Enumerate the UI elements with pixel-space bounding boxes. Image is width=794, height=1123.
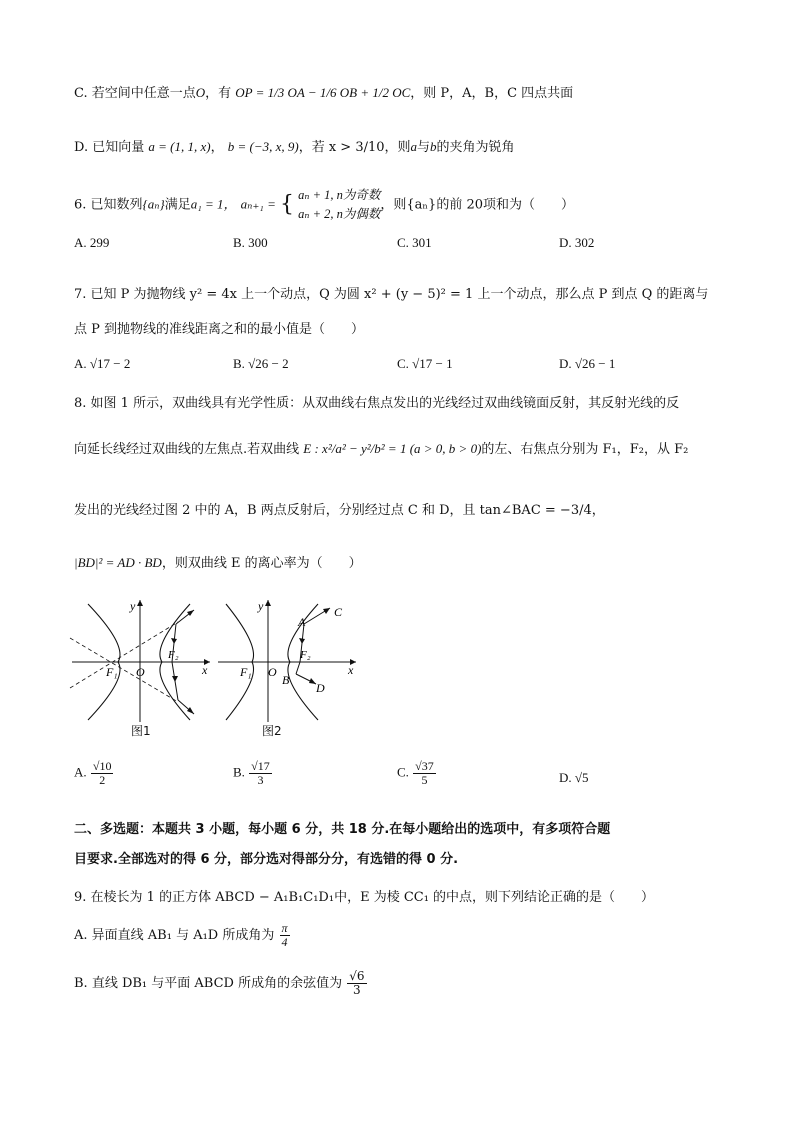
figure-1-caption: 图1 [131, 724, 151, 738]
section-2-heading-line2: 目要求.全部选对的得 6 分，部分选对得部分分，有选错的得 0 分. [74, 852, 459, 867]
q7-option-a[interactable]: A. √17 − 2 [74, 356, 131, 371]
q8-vector-condition: |BD|² = AD · BD [74, 555, 162, 570]
q8-stem-line4 [74, 552, 362, 571]
q5-option-d-vector-b: b = (−3, x, 9) [227, 139, 299, 154]
q9-option-a-text: A. 异面直线 AB₁ 与 A₁D 所成角为 [74, 928, 275, 943]
q6-option-a[interactable]: A. 299 [74, 235, 110, 250]
q9-stem: 9. 在棱长为 1 的正方体 ABCD − A₁B₁C₁D₁中，E 为棱 CC₁ 的中点，则下列结论正确的是（ ） [74, 890, 655, 905]
q5-option-c: C. 若空间中任意一点O，有 OP = 1/3 OA − 1/6 OB + 1/2 OC，则 P，A，B，C 四点共面 [74, 85, 574, 101]
q5-option-c-prefix: C. 若空间中任意一点 [74, 86, 196, 101]
figure-2-origin-label: O [268, 665, 277, 679]
q5-option-c-mid: ，有 [205, 86, 232, 101]
q8-option-a[interactable] [74, 760, 114, 787]
figure-2-d-label: D [316, 681, 325, 695]
figure-2-y-label: y [258, 599, 264, 613]
q8-stem-line1: 8. 如图 1 所示，双曲线具有光学性质：从双曲线右焦点发出的光线经过双曲线镜面反射，其反射光线的反 [74, 396, 680, 411]
q9-option-b-fraction: $\frac{√6}{3}$ [349, 969, 365, 997]
section-2-heading-line1: 二、多选题：本题共 3 小题，每小题 6 分，共 18 分.在每小题给出的选项中，有多项符合题 [74, 822, 611, 837]
figure-1-x-label: x [202, 663, 208, 677]
q8-option-a-label: A. [74, 764, 87, 780]
figure-1-origin-label: O [136, 665, 145, 679]
q6-option-c[interactable]: C. 301 [397, 235, 432, 250]
q5-option-c-suffix: ，则 P，A，B，C 四点共面 [410, 86, 574, 101]
q6-option-d[interactable]: D. 302 [559, 235, 595, 250]
q6-stem-prefix: 6. 已知数列 [74, 197, 143, 213]
figure-2-b-label: B [282, 673, 290, 687]
q8-line2-prefix: 向延长线经过双曲线的左焦点.若双曲线 [74, 442, 300, 457]
q9-option-b[interactable] [74, 970, 368, 997]
q5-option-c-expr: OP = 1/3 OA − 1/6 OB + 1/2 OC [235, 85, 411, 100]
q6-option-b[interactable]: B. 300 [233, 235, 268, 250]
figure-2-caption: 图2 [262, 724, 282, 738]
q8-line2-suffix: 的左、右焦点分别为 F₁，F₂，从 F₂ [481, 442, 689, 457]
q6-case-even: aₙ + 2, n为偶数 [298, 207, 381, 221]
q5-option-d-prefix: D. 已知向量 [74, 140, 145, 155]
q5-option-d-end: 的夹角为锐角 [436, 140, 515, 155]
figure-2-f2-label: F₂ [300, 649, 311, 661]
q5-option-d-vector-a: a = (1, 1, x) [148, 139, 211, 154]
figure-2-f1-label: F₁ [240, 665, 252, 679]
figure-2-c-label: C [334, 605, 343, 619]
q8-line4-suffix: ，则双曲线 E 的离心率为（ ） [161, 556, 362, 571]
q6-stem: 6. 已知数列{aₙ}满足a₁ = 1， aₙ₊₁ = { aₙ + 1, n为奇数 aₙ + 2, n为偶数 ，则{aₙ}的前 20项和为（ ） [74, 186, 574, 224]
q6-stem-a1: a₁ = 1， [190, 196, 237, 212]
q8-option-b-fraction: $\frac{√17}{3}$ [251, 759, 270, 787]
q8-stem-line2 [74, 438, 688, 457]
q6-case-odd: aₙ + 1, n为奇数 [298, 188, 381, 202]
figure-1-f1-label: F₁ [106, 665, 118, 679]
q8-option-c[interactable] [397, 760, 437, 787]
q8-option-b[interactable] [233, 760, 273, 787]
figure-1-f2-label: F₂ [168, 649, 179, 661]
q7-option-b[interactable]: B. √26 − 2 [233, 356, 289, 371]
q9-option-a[interactable] [74, 922, 291, 949]
figure-2-x-label: x [348, 663, 354, 677]
q8-stem-line3: 发出的光线经过图 2 中的 A，B 两点反射后，分别经过点 C 和 D，且 tan∠BAC = −3/4， [74, 503, 605, 518]
figure-2-hyperbola [212, 596, 362, 726]
q8-hyperbola-equation: E : x²/a² − y²/b² = 1 (a > 0, b > 0) [303, 441, 482, 456]
q9-option-b-text: B. 直线 DB₁ 与平面 ABCD 所成角的余弦值为 [74, 976, 343, 991]
q8-option-c-fraction: $\frac{√37}{5}$ [415, 759, 434, 787]
figure-1-hyperbola [66, 596, 216, 726]
q7-stem-line2: 点 P 到抛物线的准线距离之和的最小值是（ ） [74, 322, 365, 337]
q5-option-d-suffix: 与 [417, 140, 431, 155]
q8-option-a-fraction: $\frac{√10}{2}$ [92, 759, 112, 787]
q7-option-c[interactable]: C. √17 − 1 [397, 356, 453, 371]
q7-stem-line1: 7. 已知 P 为抛物线 y² = 4x 上一个动点，Q 为圆 x² + (y − 5)² = 1 上一个动点，那么点 P 到点 Q 的距离与 [74, 287, 709, 302]
q6-stem-suffix: ，则{aₙ}的前 20项和为（ ） [380, 197, 574, 213]
q8-option-b-label: B. [233, 764, 245, 780]
q8-option-d[interactable]: D. √5 [559, 770, 589, 785]
q9-option-a-fraction: $\frac{\pi}{4}$ [281, 921, 288, 949]
figure-1-y-label: y [130, 599, 136, 613]
q5-option-d: D. 已知向量 a = (1, 1, x)， b = (−3, x, 9)，若 x > 3/10，则a与b的夹角为锐角 [74, 139, 515, 155]
q7-option-d[interactable]: D. √26 − 1 [559, 356, 616, 371]
figure-2-a-label: A [298, 615, 306, 629]
q6-stem-mid: 满足 [164, 197, 191, 213]
q5-option-d-condition: ，若 x > 3/10，则 [298, 140, 411, 155]
q8-option-c-label: C. [397, 764, 409, 780]
